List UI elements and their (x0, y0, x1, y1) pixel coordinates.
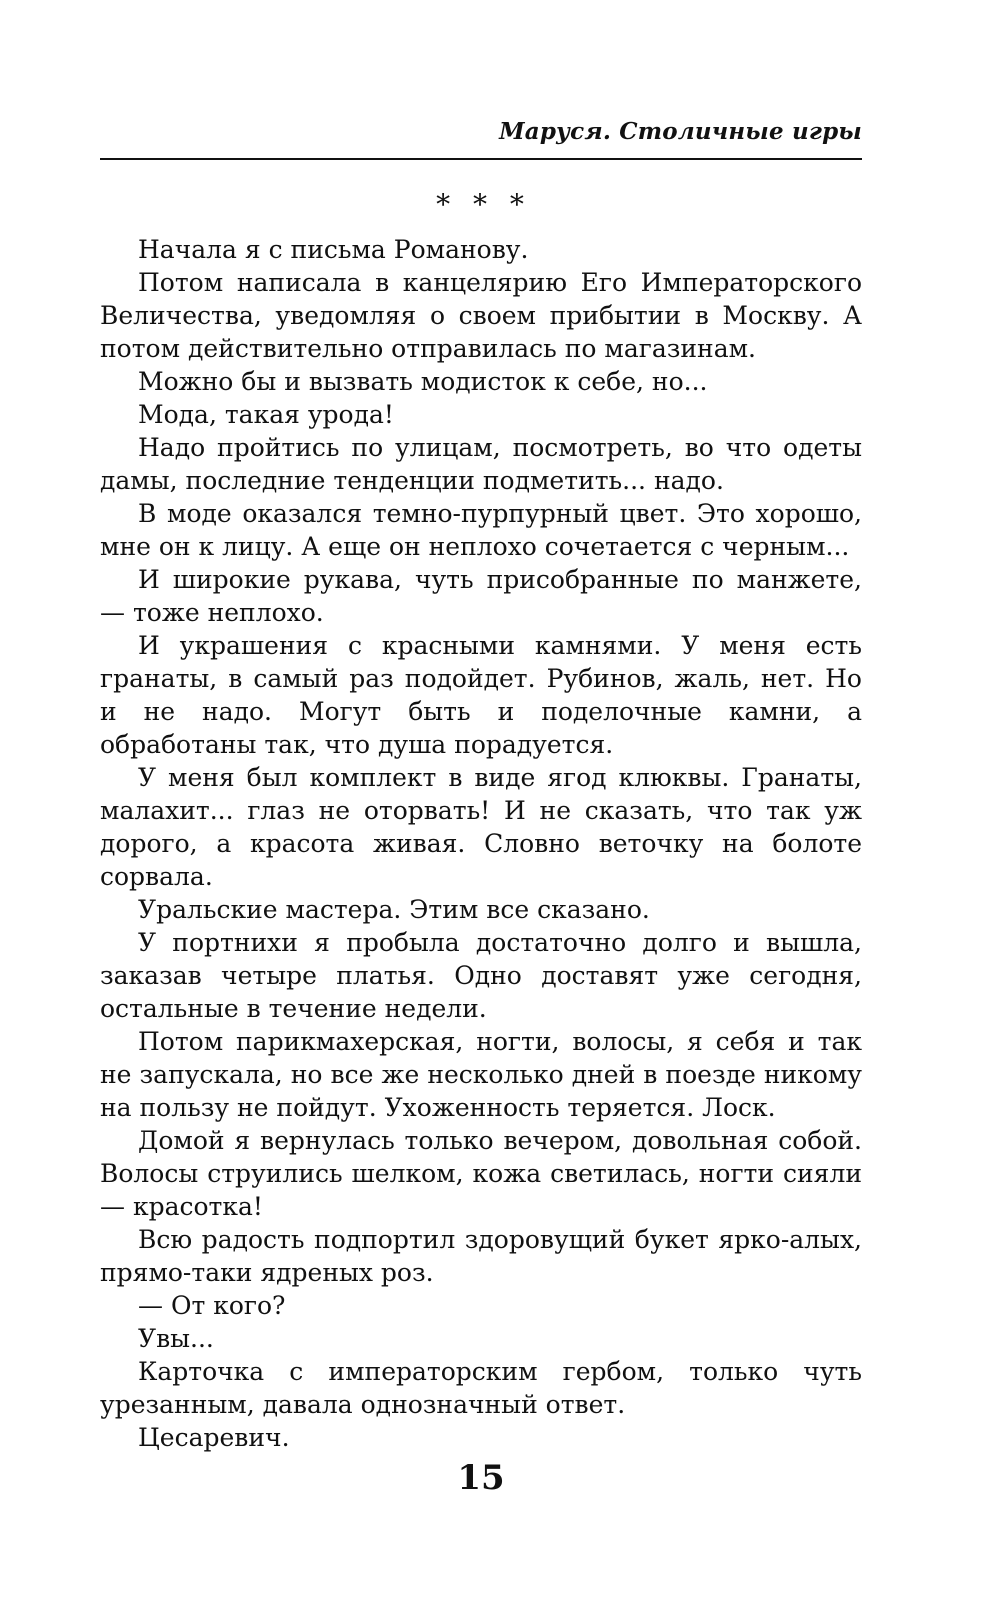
paragraph: — От кого? (138, 1291, 286, 1320)
paragraph: Начала я с письма Романову. (138, 235, 529, 264)
paragraph: У портнихи я пробыла достаточно долго и вышла, заказав четыре платья. Одно доставят уже сегодня, остальные в течение недели. (100, 928, 862, 1023)
paragraph: Всю радость подпортил здоровущий букет ярко-алых, прямо-таки ядреных роз. (100, 1225, 862, 1287)
header-rule (100, 158, 862, 160)
paragraph: Потом написала в канцелярию Его Императорского Величества, уведомляя о своем прибытии в Москву. А потом действительно отправилась по магазинам. (100, 268, 862, 363)
page-number: 15 (457, 1458, 505, 1498)
paragraph: В моде оказался темно-пурпурный цвет. Это хорошо, мне он к лицу. А еще он неплохо сочетается с черным... (100, 499, 862, 561)
paragraph: Мода, такая урода! (138, 400, 394, 429)
paragraph: Уральские мастера. Этим все сказано. (138, 895, 650, 924)
running-header-title: Маруся. Столичные игры (499, 118, 862, 145)
paragraph: Надо пройтись по улицам, посмотреть, во что одеты дамы, последние тенденции подметить... надо. (100, 433, 862, 495)
paragraph: Цесаревич. (138, 1423, 290, 1452)
body-text (100, 233, 862, 1454)
paragraph: Домой я вернулась только вечером, довольная собой. Волосы струились шелком, кожа светилась, ногти сияли — красотка! (100, 1126, 862, 1221)
paragraph: Можно бы и вызвать модисток к себе, но... (138, 367, 708, 396)
paragraph: Увы... (138, 1324, 214, 1353)
paragraph: И украшения с красными камнями. У меня есть гранаты, в самый раз подойдет. Рубинов, жаль, нет. Но и не надо. Могут быть и поделочные камни, а обработаны так, что душа порадуется. (100, 631, 862, 759)
paragraph: У меня был комплект в виде ягод клюквы. Гранаты, малахит... глаз не оторвать! И не сказать, что так уж дорого, а красота живая. Словно веточку на болоте сорвала. (100, 763, 862, 891)
paragraph: И широкие рукава, чуть присобранные по манжете, — тоже неплохо. (100, 565, 862, 627)
paragraph: Потом парикмахерская, ногти, волосы, я себя и так не запускала, но все же несколько дней в поезде никому на пользу не пойдут. Ухоженность теряется. Лоск. (100, 1027, 862, 1122)
paragraph: Карточка с императорским гербом, только чуть урезанным, давала однозначный ответ. (100, 1357, 862, 1419)
section-break: * * * (436, 188, 526, 221)
